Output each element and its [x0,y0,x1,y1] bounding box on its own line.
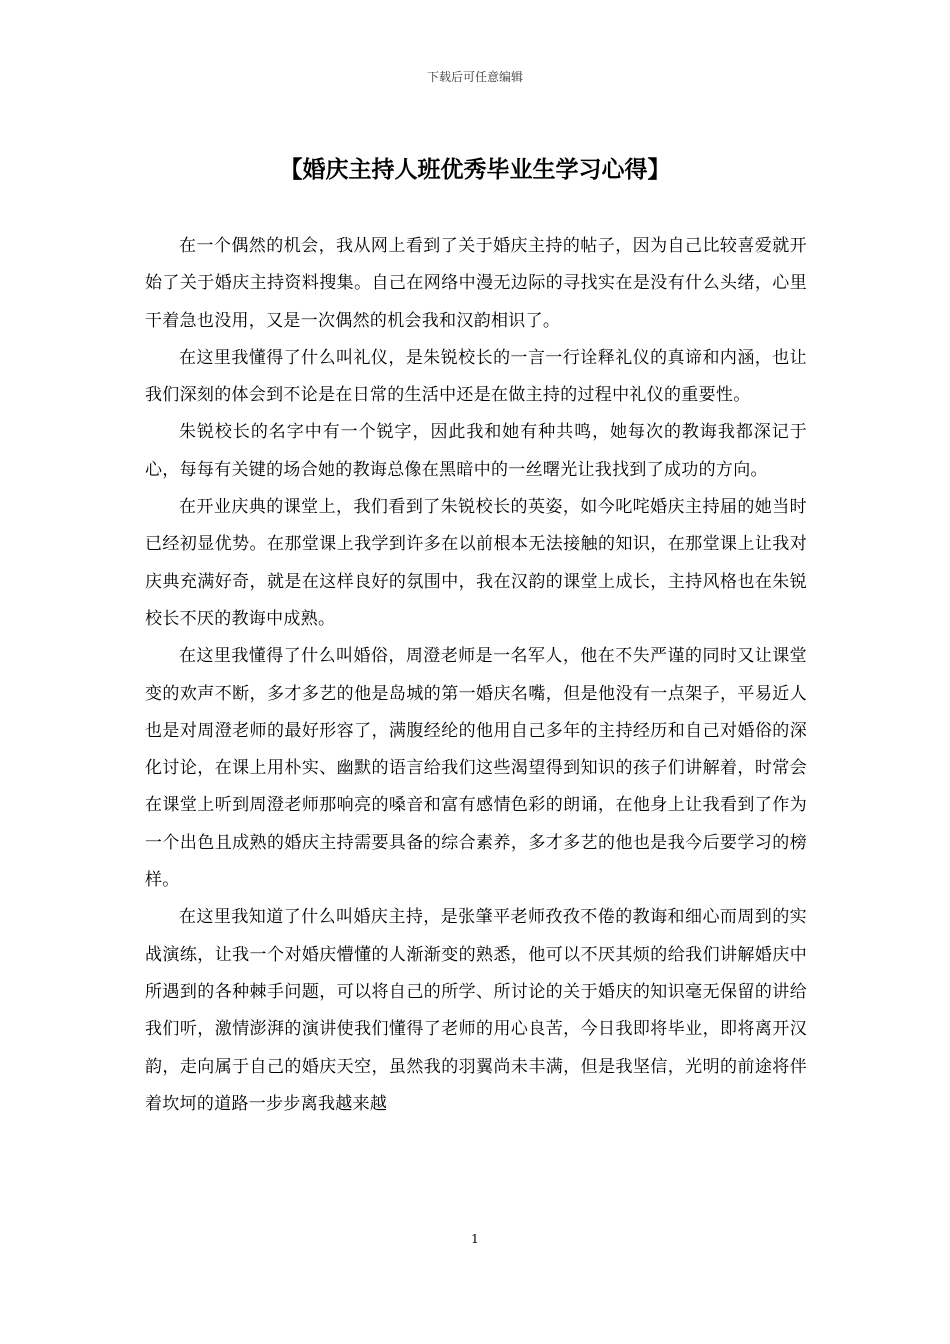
paragraph: 朱锐校长的名字中有一个锐字，因此我和她有种共鸣，她每次的教诲我都深记于心，每每有关键的场合她的教诲总像在黑暗中的一丝曙光让我找到了成功的方向。 [145,422,807,480]
document-title: 【婚庆主持人班优秀毕业生学习心得】 [279,156,671,183]
paragraph: 在这里我懂得了什么叫婚俗，周澄老师是一名军人，他在不失严谨的同时又让课堂变的欢声不断，多才多艺的他是岛城的第一婚庆名嘴，但是他没有一点架子，平易近人也是对周澄老师的最好形容了，满腹经纶的他用自己多年的主持经历和自己对婚俗的深化讨论，在课上用朴实、幽默的语言给我们这些渴望得到知识的孩子们讲解着，时常会在课堂上听到周澄老师那响亮的嗓音和富有感情色彩的朗诵，在他身上让我看到了作为一个出色且成熟的婚庆主持需要具备的综合素养，多才多艺的他也是我今后要学习的榜样。 [145,646,807,891]
header-note: 下载后可任意编辑 [426,70,523,84]
page-number: 1 [471,1232,479,1246]
document-body [145,228,807,1123]
paragraph: 在一个偶然的机会，我从网上看到了关于婚庆主持的帖子，因为自己比较喜爱就开始了关于婚庆主持资料搜集。自己在网络中漫无边际的寻找实在是没有什么头绪，心里干着急也没用，又是一次偶然的机会我和汉韵相识了。 [145,236,807,331]
paragraph: 在这里我知道了什么叫婚庆主持，是张肇平老师孜孜不倦的教诲和细心而周到的实战演练，让我一个对婚庆懵懂的人渐渐变的熟悉，他可以不厌其烦的给我们讲解婚庆中所遇到的各种棘手问题，可以将自己的所学、所讨论的关于婚庆的知识毫无保留的讲给我们听，激情澎湃的演讲使我们懂得了老师的用心良苦，今日我即将毕业，即将离开汉韵，走向属于自己的婚庆天空，虽然我的羽翼尚未丰满，但是我坚信，光明的前途将伴着坎坷的道路一步步离我越来越 [145,907,807,1114]
paragraph: 在开业庆典的课堂上，我们看到了朱锐校长的英姿，如今叱咤婚庆主持届的她当时已经初显优势。在那堂课上我学到许多在以前根本无法接触的知识，在那堂课上让我对庆典充满好奇，就是在这样良好的氛围中，我在汉韵的课堂上成长，主持风格也在朱锐校长不厌的教诲中成熟。 [145,497,807,629]
paragraph: 在这里我懂得了什么叫礼仪，是朱锐校长的一言一行诠释礼仪的真谛和内涵，也让我们深刻的体会到不论是在日常的生活中还是在做主持的过程中礼仪的重要性。 [145,347,807,406]
